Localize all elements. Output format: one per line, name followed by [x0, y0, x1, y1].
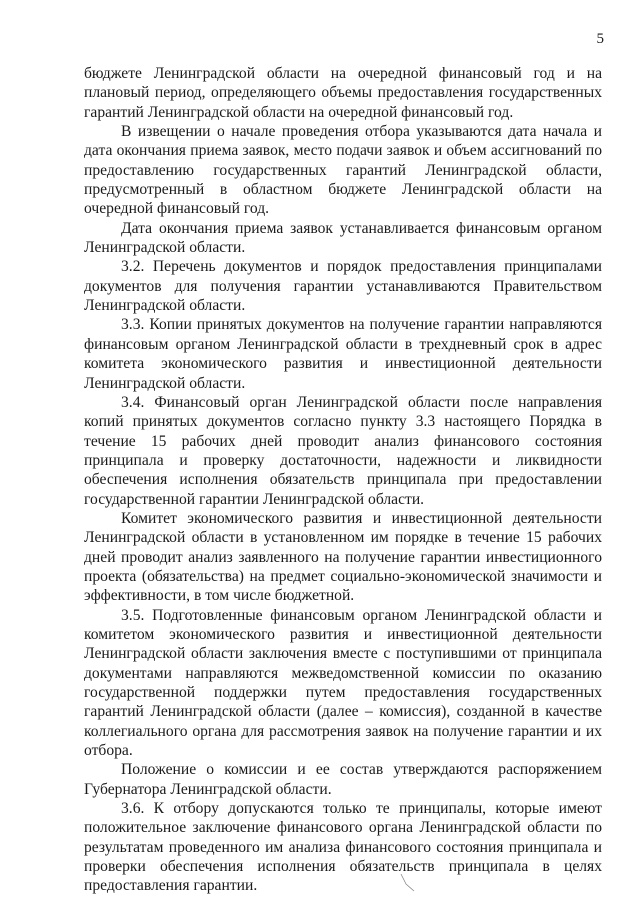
paragraph-3-5: 3.5. Подготовленные финансовым органом Ленинградской области и комитетом экономического развития и инвестиционной деятельности Ленинградской области заключения вместе с поступившими от принципала документами направляются межведомственной комиссии по оказанию государственной поддержки путем предоставления государственных гарантий Ленинградской области (далее – комиссия), созданной в качестве коллегиального органа для рассмотрения заявок на получение гарантии и их отбора.: [84, 606, 602, 760]
paragraph-continuation: бюджете Ленинградской области на очередной финансовый год и на плановый период, определяющего объемы предоставления государственных гарантий Ленинградской области на очередной финансовый год.: [84, 65, 602, 121]
paragraph-3-6: 3.6. К отбору допускаются только те принципалы, которые имеют положительное заключение финансового органа Ленинградской области по результатам проведенного им анализа финансового состояния принципала и проверки обеспечения исполнения обязательств принципала в целях предоставления гарантии.: [84, 800, 602, 895]
paragraph-deadline: Дата окончания приема заявок устанавливается финансовым органом Ленинградской области.: [84, 219, 602, 257]
paragraph-3-2: 3.2. Перечень документов и порядок предоставления принципалами документов для получения гарантии устанавливаются Правительством Ленинградской области.: [84, 258, 602, 315]
paragraph-3-3: 3.3. Копии принятых документов на получение гарантии направляются финансовым органом Ленинградской области в трехдневный срок в адрес комитета экономического развития и инвестиционной деятельности Ленинградской области.: [84, 316, 602, 392]
paragraph-notice-dates: В извещении о начале проведения отбора указываются дата начала и дата окончания приема заявок, место подачи заявок и объем ассигнований по предоставлению государственных гарантий Ленинградской области, предусмотренный в областном бюджете Ленинградской области на очередной финансовый год.: [84, 123, 602, 218]
paragraph-committee-analysis: Комитет экономического развития и инвестиционной деятельности Ленинградской области в установленном им порядке в течение 15 рабочих дней проводит анализ заявленного на получение гарантии инвестиционного проекта (обязательства) на предмет социально-экономической значимости и эффективности, в том числе бюджетной.: [84, 509, 602, 605]
paragraph-commission-regulation: Положение о комиссии и ее состав утверждаются распоряжением Губернатора Ленинградской области.: [84, 761, 602, 798]
pen-mark: [398, 872, 420, 894]
document-body: [84, 64, 602, 896]
paragraph-3-4: 3.4. Финансовый орган Ленинградской области после направления копий принятых документов согласно пункту 3.3 настоящего Порядка в течение 15 рабочих дней проводит анализ финансового состояния принципала и проверку достаточности, надежности и ликвидности обеспечения исполнения обязательств принципала при предоставлении государственной гарантии Ленинградской области.: [84, 393, 602, 508]
page-number: 5: [596, 31, 604, 47]
